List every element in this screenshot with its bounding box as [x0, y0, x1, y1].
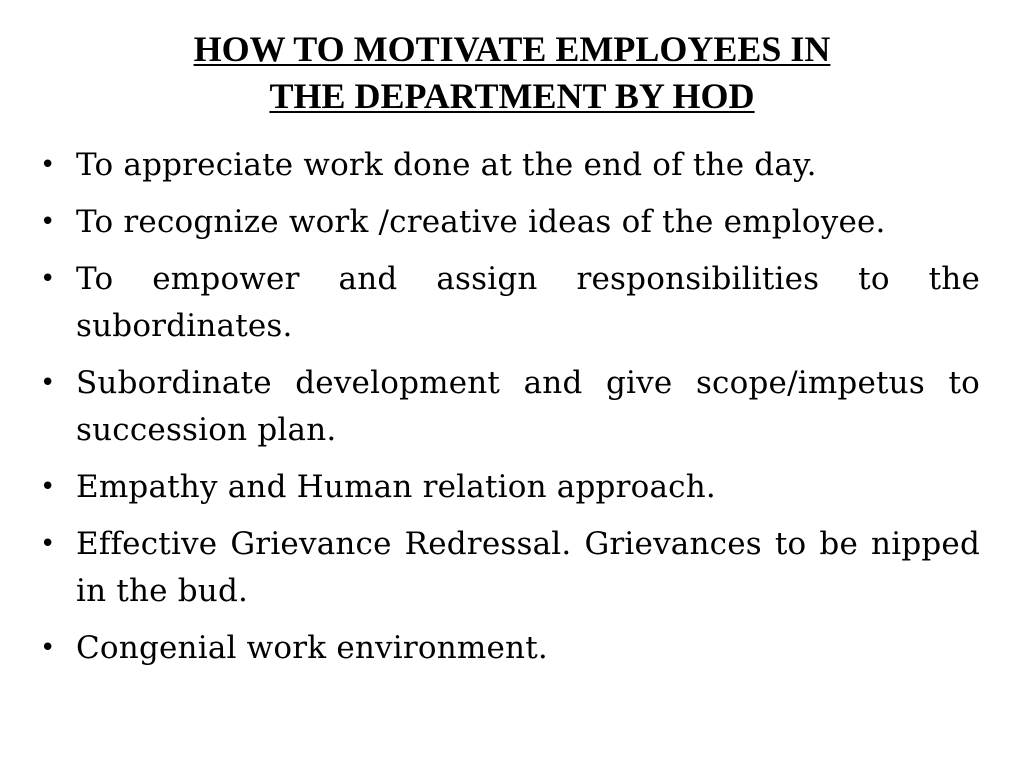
slide-title-line-1: HOW TO MOTIVATE EMPLOYEES IN	[193, 29, 831, 69]
bullet-text: Empathy and Human relation approach.	[76, 469, 716, 505]
bullet-item	[38, 521, 980, 615]
bullet-list	[38, 142, 980, 682]
bullet-icon: •	[40, 150, 56, 180]
bullet-text: To recognize work /creative ideas of the employee.	[76, 204, 886, 240]
bullet-text: Effective Grievance Redressal. Grievances to be nipped in the bud.	[76, 526, 980, 609]
bullet-icon: •	[40, 368, 56, 398]
slide-title-line-2: THE DEPARTMENT BY HOD	[269, 76, 755, 116]
bullet-icon: •	[40, 633, 56, 663]
bullet-text: To empower and assign responsibilities to the subordinates.	[76, 261, 980, 344]
bullet-item	[38, 360, 980, 454]
bullet-icon: •	[40, 472, 56, 502]
bullet-icon: •	[40, 264, 56, 294]
bullet-text: To appreciate work done at the end of the day.	[76, 147, 817, 183]
bullet-item	[38, 464, 980, 511]
bullet-icon: •	[40, 207, 56, 237]
slide-title	[60, 26, 964, 120]
bullet-item	[38, 625, 980, 672]
bullet-text: Subordinate development and give scope/impetus to succession plan.	[76, 365, 980, 448]
bullet-icon: •	[40, 529, 56, 559]
bullet-item	[38, 142, 980, 189]
bullet-text: Congenial work environment.	[76, 630, 548, 666]
bullet-item	[38, 256, 980, 350]
bullet-item	[38, 199, 980, 246]
